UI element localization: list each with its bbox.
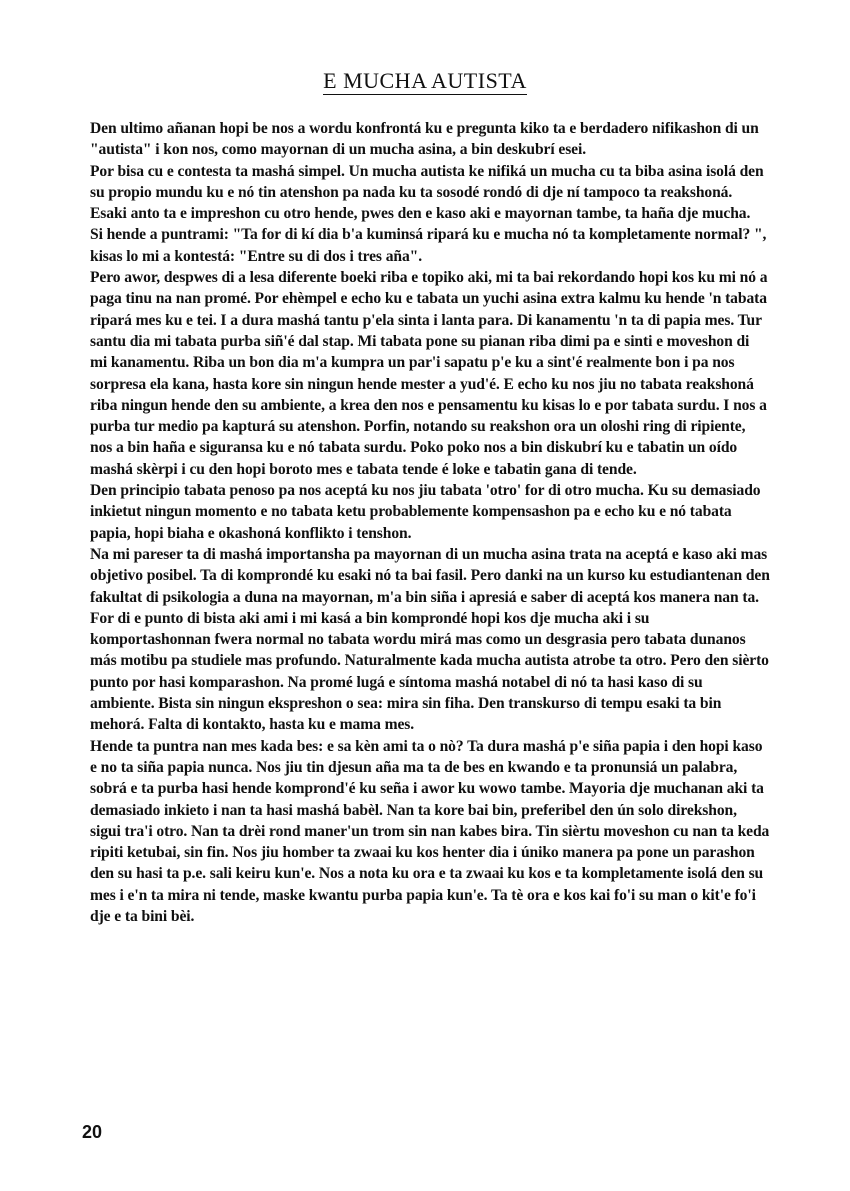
paragraph-4: Pero awor, despwes di a lesa diferente boeki riba e topiko aki, mi ta bai rekordando hopi kos ku mi nó a paga tinu na nan promé. Por ehèmpel e echo ku e tabata un yuchi asina extra kalmu ku hende 'n tabata ripará mes ku e tei. I a dura mashá tantu p'ela sinta i lanta para. Di kanamentu 'n ta di papia mes. Tur santu dia mi tabata purba siñ'é dal stap. Mi tabata pone su pianan riba dimi pa e sinti e moveshon di mi kanamentu. Riba un bon dia m'a kumpra un par'i sapatu p'e ku a sint'é realmente bon i pa nos sorpresa ela kana, hasta kore sin ningun hende mester a yud'é. E echo ku nos jiu no tabata reakshoná riba ningun hende den su ambiente, a krea den nos e pensamentu ku kisas lo e por tabata surdu. I nos a purba tur medio pa kapturá su atenshon. Porfin, notando su reakshon ora un oloshi ring di ripiente, nos a bin haña e siguransa ku e nó tabata surdu. Poko poko nos a bin diskubrí ku e tabatin un oído mashá skèrpi i cu den hopi boroto mes e tabata tende é loke e tabatin gana di tende. [90,269,768,478]
paragraph-7: Hende ta puntra nan mes kada bes: e sa kèn ami ta o nò? Ta dura mashá p'e siña papia i den hopi kaso e no ta siña papia nunca. Nos jiu tin djesun aña ma ta de bes en kwando e ta pronunsiá un palabra, sobrá e ta purba hasi hende komprond'é ku seña i awor ku wowo tambe. Mayoria dje muchanan aki ta demasiado inkieto i nan ta hasi mashá babèl. Nan ta kore bai bin, preferibel den ún solo direkshon, sigui tra'i otro. Nan ta drèi rond maner'un trom sin nan kabes bira. Tin sièrtu moveshon cu nan ta keda ripiti ketubai, sin fin. Nos jiu homber ta zwaai ku kos henter dia i úniko manera pa pone un parashon den su hasi ta p.e. sali keiru kun'e. Nos a nota ku ora e ta zwaai ku kos e ta kompletamente isolá den su mes i e'n ta mira ni tende, maske kwantu purba papia kun'e. Ta tè ora e kos kai fo'i su man o kit'e fo'i dje e ta bini bèi. [90,737,770,925]
article-body [90,118,770,927]
title-text: E MUCHA AUTISTA [323,68,527,93]
page-number: 20 [82,1122,103,1142]
page-title [0,68,850,95]
paragraph-5: Den principio tabata penoso pa nos aceptá ku nos jiu tabata 'otro' for di otro mucha. Ku su demasiado inkietut ningun momento e no tabata ketu probablemente kompensashon pa e echo ku e nó tabata papia, hopi biaha e okashoná konflikto i tenshon. [90,482,761,542]
paragraph-1: Den ultimo añanan hopi be nos a wordu konfrontá ku e pregunta kiko ta e berdadero nifikashon di un "autista" i kon nos, como mayornan di un mucha asina, a bin deskubrí esei. [90,120,759,159]
paragraph-6: Na mi pareser ta di mashá importansha pa mayornan di un mucha asina trata na aceptá e kaso aki mas objetivo posibel. Ta di komprondé ku esaki nó ta bai fasil. Pero danki na un kurso ku estudiantenan den fakultat di psikologia a duna na mayornan, m'a bin siña i apresiá e saber di aceptá kos manera nan ta. For di e punto di bista aki ami i mi kasá a bin komprondé hopi kos dje mucha aki i su komportashonnan fwera normal no tabata wordu mirá mas como un desgrasia pero tabata dunanos más motibu pa studiele mas profundo. Naturalmente kada mucha autista atrobe ta otro. Pero den sièrto punto por hasi komparashon. Na promé lugá e síntoma mashá notabel di nó ta hasi kaso di su ambiente. Bista sin ningun ekspreshon o sea: mira sin fiha. Den transkurso di tempu esaki ta bin mehorá. Falta di kontakto, hasta ku e mama mes. [90,545,770,734]
paragraph-3: Si hende a puntrami: "Ta for di kí dia b'a kuminsá ripará ku e mucha nó ta kompletamente normal? ", kisas lo mi a kontestá: "Entre su di dos i tres aña". [90,226,767,265]
paragraph-2: Por bisa cu e contesta ta mashá simpel. Un mucha autista ke nifiká un mucha cu ta biba asina isolá den su propio mundu ku e nó tin atenshon pa nada ku ta sosodé rondó di dje ní tampoco ta reakshoná. Esaki anto ta e impreshon cu otro hende, pwes den e kaso aki e mayornan tambe, ta haña dje mucha. [90,162,764,223]
